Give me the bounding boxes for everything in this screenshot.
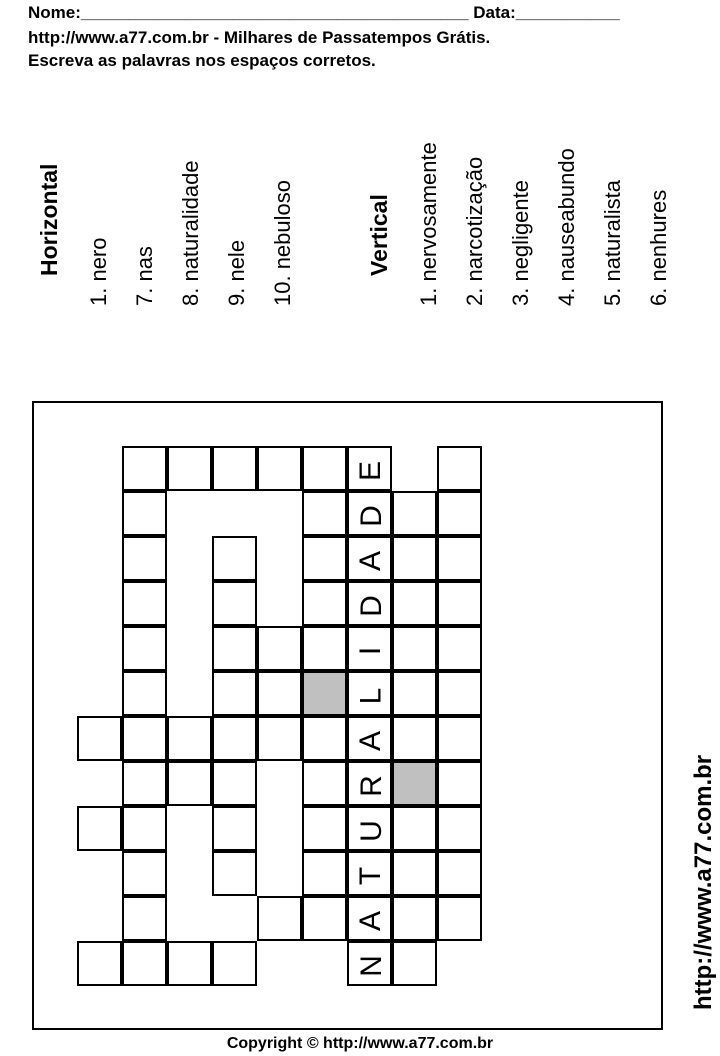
grid-cell[interactable] (212, 761, 257, 806)
grid-cell[interactable] (122, 761, 167, 806)
grid-cell[interactable] (212, 626, 257, 671)
grid-cell[interactable] (257, 671, 302, 716)
filled-cell (347, 716, 392, 761)
grid-cell[interactable] (212, 671, 257, 716)
grid-cell[interactable] (212, 446, 257, 491)
grid-cell[interactable] (122, 446, 167, 491)
grid-cell[interactable] (392, 851, 437, 896)
grid-cell[interactable] (212, 536, 257, 581)
grid-cell[interactable] (437, 896, 482, 941)
side-url: http://www.a77.com.br (690, 754, 717, 1010)
filled-letter: L (354, 687, 388, 704)
grid-cell[interactable] (437, 491, 482, 536)
grid-cell[interactable] (392, 671, 437, 716)
vertical-clue: 3. negligente (508, 180, 533, 306)
grid-cell[interactable] (392, 806, 437, 851)
grid-cell[interactable] (122, 806, 167, 851)
grid-cell[interactable] (302, 761, 347, 806)
filled-cell (347, 626, 392, 671)
grid-cell[interactable] (77, 716, 122, 761)
grid-cell[interactable] (212, 941, 257, 986)
grid-cell[interactable] (122, 851, 167, 896)
grid-cell[interactable] (257, 626, 302, 671)
grid-cell[interactable] (167, 716, 212, 761)
vertical-clue: 5. naturalista (600, 180, 625, 306)
shaded-cell (302, 671, 347, 716)
filled-cell (347, 536, 392, 581)
grid-cell[interactable] (302, 446, 347, 491)
grid-cell[interactable] (302, 536, 347, 581)
grid-cell[interactable] (212, 851, 257, 896)
grid-cell[interactable] (212, 806, 257, 851)
grid-cell[interactable] (437, 851, 482, 896)
vertical-clue: 1. nervosamente (416, 142, 441, 306)
instructions: Escreva as palavras nos espaços corretos. (28, 51, 376, 70)
grid-cell[interactable] (437, 446, 482, 491)
grid-cell[interactable] (392, 941, 437, 986)
filled-letter: U (354, 819, 388, 842)
grid-cell[interactable] (212, 716, 257, 761)
grid-cell[interactable] (302, 581, 347, 626)
filled-letter: A (354, 730, 388, 751)
grid-cell[interactable] (302, 626, 347, 671)
horizontal-clue: 1. nero (86, 237, 111, 306)
grid-cell[interactable] (122, 716, 167, 761)
horizontal-clue: 8. naturalidade (178, 160, 203, 306)
grid-cell[interactable] (302, 896, 347, 941)
grid-cell[interactable] (437, 581, 482, 626)
grid-cell[interactable] (302, 851, 347, 896)
grid-cell[interactable] (257, 716, 302, 761)
grid-cell[interactable] (437, 536, 482, 581)
grid-cell[interactable] (437, 716, 482, 761)
horizontal-clue: 7. nas (132, 246, 157, 306)
grid-cell[interactable] (122, 491, 167, 536)
filled-letter: A (354, 910, 388, 931)
grid-cell[interactable] (302, 491, 347, 536)
site-tagline: http://www.a77.com.br - Milhares de Passatempos Grátis. (28, 28, 491, 47)
grid-cell[interactable] (392, 896, 437, 941)
filled-letter: D (354, 504, 388, 527)
name-date-line: Nome:_________________________________________ Data:___________ (28, 3, 620, 22)
grid-cell[interactable] (437, 626, 482, 671)
grid-cell[interactable] (122, 626, 167, 671)
grid-cell[interactable] (302, 716, 347, 761)
grid-cell[interactable] (257, 446, 302, 491)
filled-letter: A (354, 550, 388, 571)
vertical-clue: 6. nenhures (646, 189, 671, 306)
vertical-heading: Vertical (366, 194, 392, 276)
horizontal-clue: 10. nebuloso (270, 180, 295, 306)
grid-cell[interactable] (437, 761, 482, 806)
grid-cell[interactable] (77, 941, 122, 986)
grid-cell[interactable] (77, 806, 122, 851)
grid-cell[interactable] (302, 806, 347, 851)
filled-cell (347, 581, 392, 626)
horizontal-heading: Horizontal (36, 163, 62, 276)
grid-cell[interactable] (122, 536, 167, 581)
grid-cell[interactable] (437, 671, 482, 716)
filled-letter: T (354, 866, 388, 885)
grid-cell[interactable] (257, 896, 302, 941)
filled-cell (347, 941, 392, 986)
grid-cell[interactable] (122, 581, 167, 626)
filled-cell (347, 491, 392, 536)
vertical-clue: 2. narcotização (462, 156, 487, 306)
grid-cell[interactable] (122, 896, 167, 941)
grid-cell[interactable] (392, 716, 437, 761)
grid-cell[interactable] (167, 446, 212, 491)
grid-cell[interactable] (122, 941, 167, 986)
filled-letter: R (354, 774, 388, 797)
filled-letter: D (354, 594, 388, 617)
filled-cell (347, 851, 392, 896)
filled-cell (347, 761, 392, 806)
copyright: Copyright © http://www.a77.com.br (226, 1035, 494, 1052)
vertical-clue: 4. nauseabundo (554, 148, 579, 306)
filled-cell (347, 806, 392, 851)
grid-cell[interactable] (167, 941, 212, 986)
filled-letter: I (354, 646, 388, 655)
shaded-cell (392, 761, 437, 806)
filled-cell (347, 896, 392, 941)
grid-cell[interactable] (167, 761, 212, 806)
grid-cell[interactable] (392, 626, 437, 671)
grid-cell[interactable] (392, 581, 437, 626)
horizontal-clue: 9. nele (224, 239, 249, 306)
filled-letter: N (354, 954, 388, 977)
grid-cell[interactable] (392, 491, 437, 536)
grid-cell[interactable] (437, 806, 482, 851)
grid-cell[interactable] (212, 581, 257, 626)
grid-cell[interactable] (392, 536, 437, 581)
filled-letter: E (354, 460, 388, 481)
filled-cell (347, 446, 392, 491)
grid-cell[interactable] (122, 671, 167, 716)
word-lists (0, 0, 720, 330)
filled-cell (347, 671, 392, 716)
